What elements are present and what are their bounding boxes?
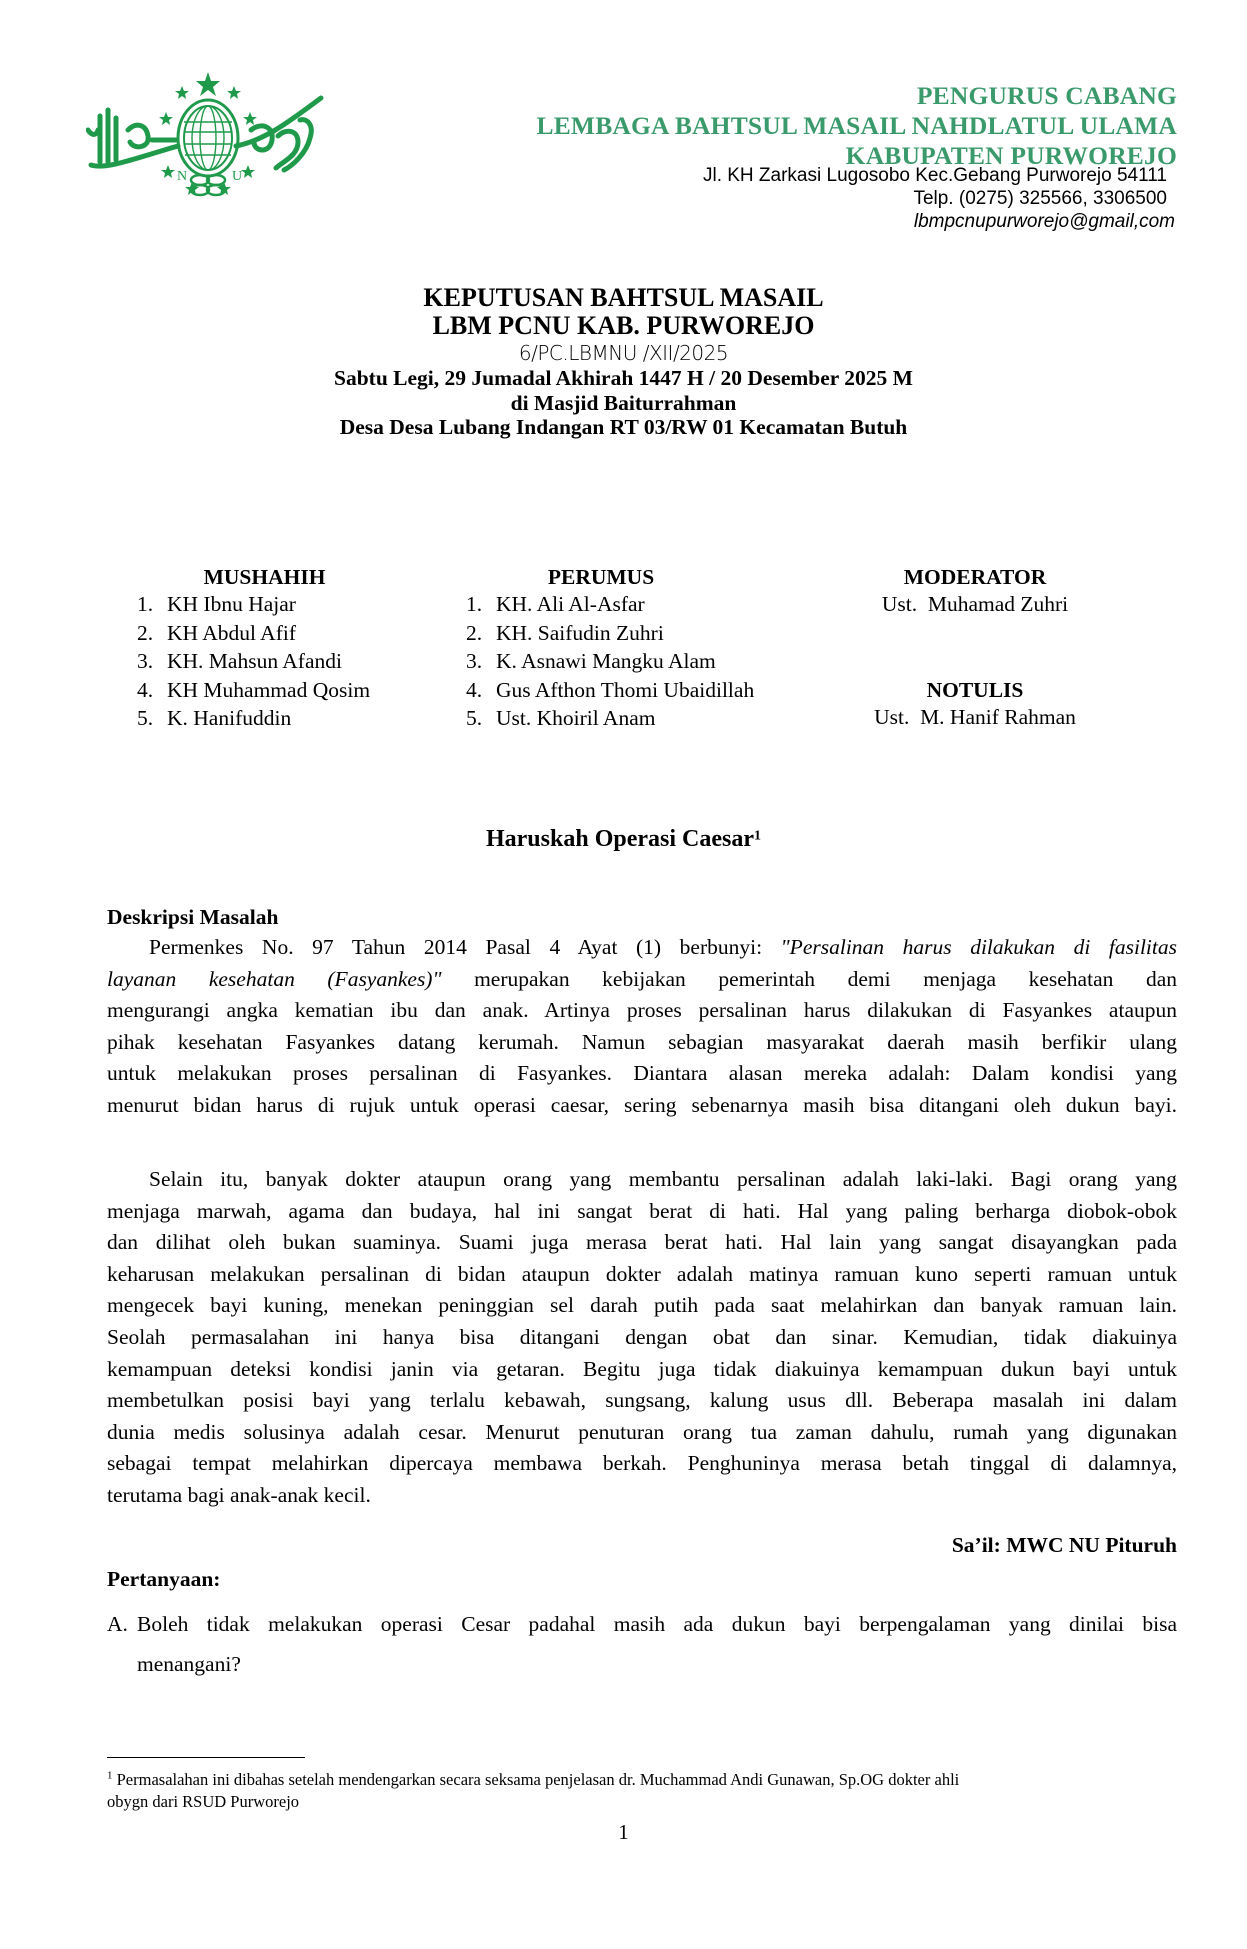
sail-attribution: Sa’il: MWC NU Pituruh — [951, 1533, 1177, 1557]
question-label: A. — [107, 1612, 128, 1636]
footnote: $^1$ Permasalahan ini dibahas setelah mendengarkan secara seksama penjelasan dr. Muchammad Andi Gunawan, Sp.OG dokter ahli obygn dari RSUD Purworejo — [107, 1769, 960, 1811]
paragraph-line: pihak kesehatan Fasyankes datang kerumah. Namun sebagian masyarakat daerah masih berfikir ulang — [107, 1029, 1177, 1054]
org-line-3: KABUPATEN PURWOREJO — [845, 141, 1177, 170]
perumus-list — [466, 590, 826, 733]
moderator-name: Ust. Muhamad Zuhri — [881, 592, 1069, 616]
paragraph-line: dan dilihat oleh bukan suaminya. Suami juga merasa berat hati. Hal lain yang sangat disayangkan pada — [107, 1230, 1177, 1255]
paragraph-line: menjaga marwah, agama dan budaya, hal ini sangat berat di hati. Hal yang paling berharga diobok-obok — [107, 1198, 1177, 1223]
list-item: 5. Ust. Khoiril Anam — [466, 706, 656, 730]
paragraph-line: terutama bagi anak-anak kecil. — [107, 1482, 371, 1507]
footnote-ref[interactable]: 1 — [754, 828, 761, 844]
org-address: Jl. KH Zarkasi Lugosobo Kec.Gebang Purworejo 54111 — [702, 165, 1167, 186]
list-item: 5. K. Hanifuddin — [137, 706, 292, 730]
footnote-number: 1 — [107, 1769, 113, 1782]
org-email[interactable]: lbmpcnupurworejo@gmail,com — [913, 211, 1175, 232]
org-phone: Telp. (0275) 325566, 3306500 — [913, 188, 1167, 209]
list-item: 2. KH Abdul Afif — [137, 620, 296, 645]
list-item: 2. KH. Saifudin Zuhri — [466, 620, 664, 645]
pertanyaan-heading: Pertanyaan: — [107, 1567, 221, 1591]
paragraph-line: sebagai tempat melahirkan dipercaya membawa berkah. Penghuninya merasa betah tinggal di dalamnya, — [107, 1451, 1177, 1476]
paragraph-line: keharusan melakukan persalinan di bidan ataupun dokter adalah matinya ramuan kuno seperti ramuan untuk — [107, 1261, 1177, 1286]
paragraph-line: Permenkes No. 97 Tahun 2014 Pasal 4 Ayat (1) berbunyi: "Persalinan harus dilakukan di fasilitas — [149, 935, 1177, 959]
doc-title-2: LBM PCNU KAB. PURWOREJO — [432, 311, 815, 340]
question-text-cont: menangani? — [137, 1652, 241, 1676]
paragraph-line: menurut bidan harus di rujuk untuk operasi caesar, sering sebenarnya masih bisa ditangani oleh dukun bayi. — [107, 1092, 1177, 1117]
notulis-heading: NOTULIS — [926, 678, 1024, 702]
committee-perumus — [466, 565, 826, 733]
paragraph-2 — [107, 1164, 1177, 1512]
paragraph-line: mengurangi angka kematian ibu dan anak. Artinya proses persalinan harus dilakukan di Fasyankes ataupun — [107, 998, 1177, 1023]
list-item: 3. K. Asnawi Mangku Alam — [466, 649, 716, 673]
paragraph-line: membetulkan posisi bayi yang terlalu kebawah, sungsang, kalung usus dll. Beberapa masalah ini dalam — [107, 1388, 1177, 1413]
page-number: 1 — [618, 1820, 629, 1844]
org-line-2: LEMBAGA BAHTSUL MASAIL NAHDLATUL ULAMA — [536, 111, 1177, 140]
list-item: 1. KH. Ali Al-Asfar — [466, 592, 645, 616]
doc-number: 6/PC.LBMNU /XII/2025 — [518, 341, 729, 365]
paragraph-line: mengecek bayi kuning, menekan peninggian sel darah putih pada saat melahirkan dan banyak ramuan lain. — [107, 1293, 1177, 1318]
committee-moderator — [830, 565, 1120, 619]
list-item: 4. KH Muhammad Qosim — [137, 677, 371, 702]
deskripsi-heading: Deskripsi Masalah — [107, 905, 279, 929]
question-a — [107, 1604, 1177, 1684]
svg-text:U: U — [232, 169, 243, 184]
list-item: 4. Gus Afthon Thomi Ubaidillah — [466, 677, 755, 702]
org-line-1: PENGURUS CABANG — [916, 81, 1177, 110]
doc-location: Desa Desa Lubang Indangan RT 03/RW 01 Kecamatan Butuh — [339, 415, 908, 439]
nu-logo — [86, 70, 326, 205]
paragraph-line: layanan kesehatan (Fasyankes)" merupakan kebijakan pemerintah demi menjaga kesehatan dan — [107, 966, 1177, 991]
paragraph-line: dunia medis solusinya adalah cesar. Menurut penuturan orang tua zaman dahulu, rumah yang digunakan — [107, 1419, 1177, 1444]
doc-date: Sabtu Legi, 29 Jumadal Akhirah 1447 H / 20 Desember 2025 M — [334, 366, 913, 390]
paragraph-1 — [107, 932, 1177, 1122]
moderator-heading: MODERATOR — [903, 565, 1047, 589]
list-item: 1. KH Ibnu Hajar — [137, 592, 296, 616]
section-title: Haruskah Operasi Caesar1 — [485, 826, 761, 852]
paragraph-line: kemampuan deteksi kondisi janin via getaran. Begitu juga tidak diakuinya kemampuan dukun bayi untuk — [107, 1356, 1177, 1381]
footnote-separator — [107, 1757, 305, 1758]
paragraph-line: Seolah permasalahan ini hanya bisa ditangani dengan obat dan sinar. Kemudian, tidak diakuinya — [107, 1324, 1177, 1349]
doc-title-1: KEPUTUSAN BAHTSUL MASAIL — [423, 283, 824, 312]
perumus-heading: PERUMUS — [547, 565, 655, 589]
paragraph-line: Selain itu, banyak dokter ataupun orang yang membantu persalinan adalah laki-laki. Bagi orang yang — [149, 1167, 1177, 1191]
mushahih-list — [137, 590, 437, 733]
paragraph-line: untuk melakukan proses persalinan di Fasyankes. Diantara alasan mereka adalah: Dalam kondisi yang — [107, 1061, 1177, 1086]
svg-text:N: N — [177, 169, 188, 184]
nu-emblem-icon — [86, 70, 326, 205]
committee-notulis — [830, 678, 1120, 732]
list-item: 3. KH. Mahsun Afandi — [137, 649, 342, 673]
notulis-name: Ust. M. Hanif Rahman — [874, 705, 1076, 729]
doc-venue: di Masjid Baiturrahman — [510, 391, 737, 415]
committee-mushahih — [137, 565, 437, 733]
question-text: Boleh tidak melakukan operasi Cesar padahal masih ada dukun bayi berpengalaman yang dinilai bisa — [137, 1612, 1177, 1636]
mushahih-heading: MUSHAHIH — [203, 565, 326, 589]
